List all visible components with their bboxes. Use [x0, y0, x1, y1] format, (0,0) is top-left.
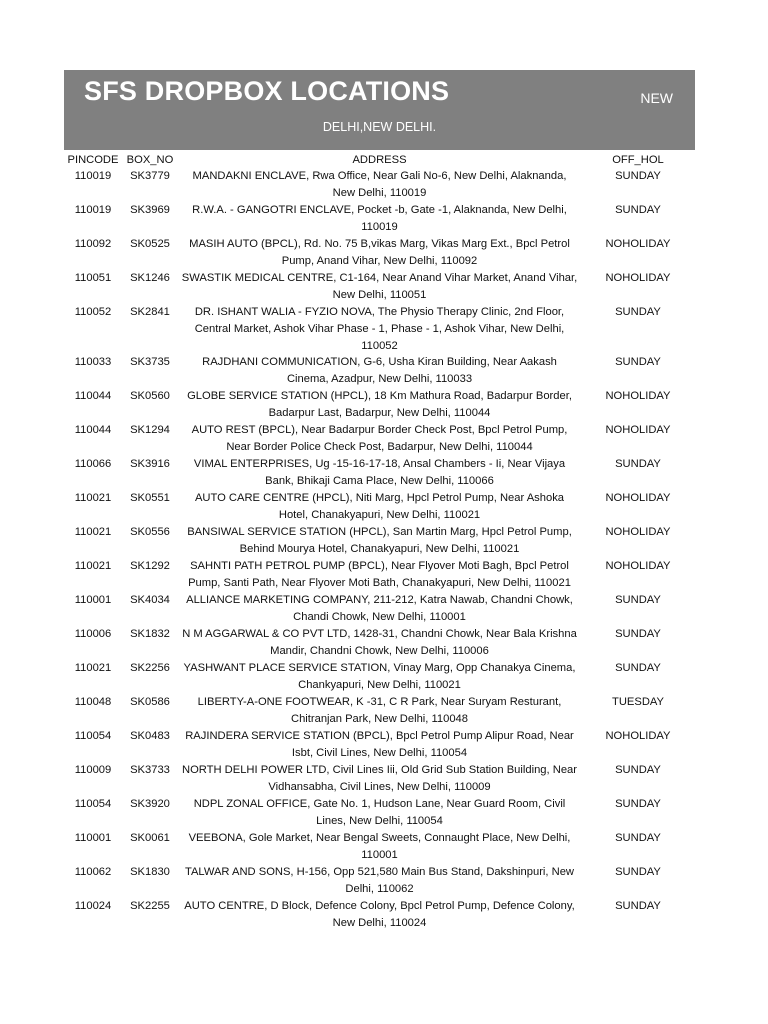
table-row: [64, 558, 695, 592]
cell-address: AUTO CENTRE, D Block, Defence Colony, Bpcl Petrol Pump, Defence Colony, New Delhi, 110024: [184, 900, 575, 929]
cell-box-no: SK0525: [130, 238, 170, 250]
cell-off-hol: SUNDAY: [615, 628, 661, 640]
cell-off-hol: NOHOLIDAY: [605, 390, 671, 402]
table-row: [64, 202, 695, 236]
cell-address: RAJDHANI COMMUNICATION, G-6, Usha Kiran Building, Near Aakash Cinema, Azadpur, New Delhi, 110033: [202, 356, 557, 385]
locations-table: [64, 152, 695, 932]
table-row: [64, 898, 695, 932]
table-row: [64, 456, 695, 490]
col-header-off-hol: OFF_HOL: [612, 154, 664, 166]
cell-pincode: 110019: [74, 170, 112, 182]
cell-address: SAHNTI PATH PETROL PUMP (BPCL), Near Flyover Moti Bagh, Bpcl Petrol Pump, Santi Path, Near Flyover Moti Bath, Chanakyapuri, New Delhi, 110021: [188, 560, 571, 589]
cell-address: SWASTIK MEDICAL CENTRE, C1-164, Near Anand Vihar Market, Anand Vihar, New Delhi, 110051: [181, 272, 578, 301]
table-row: [64, 168, 695, 202]
cell-address: NORTH DELHI POWER LTD, Civil Lines Iii, Old Grid Sub Station Building, Near Vidhansabha, Civil Lines, New Delhi, 110009: [181, 764, 577, 793]
cell-pincode: 110001: [74, 594, 112, 606]
cell-box-no: SK0586: [130, 696, 170, 708]
cell-address: MASIH AUTO (BPCL), Rd. No. 75 B,vikas Marg, Vikas Marg Ext., Bpcl Petrol Pump, Anand Vihar, New Delhi, 110092: [189, 238, 570, 267]
cell-address: AUTO CARE CENTRE (HPCL), Niti Marg, Hpcl Petrol Pump, Near Ashoka Hotel, Chanakyapuri, New Delhi, 110021: [194, 492, 565, 521]
cell-address: N M AGGARWAL & CO PVT LTD, 1428-31, Chandni Chowk, Near Bala Krishna Mandir, Chandni Chowk, New Delhi, 110006: [182, 628, 577, 657]
cell-off-hol: SUNDAY: [615, 900, 661, 912]
cell-box-no: SK1830: [130, 866, 170, 878]
cell-off-hol: NOHOLIDAY: [605, 424, 671, 436]
table-row: [64, 864, 695, 898]
cell-off-hol: SUNDAY: [615, 798, 661, 810]
cell-box-no: SK0551: [130, 492, 170, 504]
cell-pincode: 110054: [74, 730, 112, 742]
cell-pincode: 110048: [74, 696, 112, 708]
cell-address: VIMAL ENTERPRISES, Ug -15-16-17-18, Ansal Chambers - Ii, Near Vijaya Bank, Bhikaji Cama Place, New Delhi, 110066: [193, 458, 566, 487]
cell-off-hol: NOHOLIDAY: [605, 238, 671, 250]
cell-box-no: SK3735: [130, 356, 170, 368]
cell-pincode: 110024: [74, 900, 112, 912]
cell-pincode: 110051: [74, 272, 112, 284]
cell-pincode: 110009: [74, 764, 112, 776]
cell-pincode: 110054: [74, 798, 112, 810]
cell-pincode: 110021: [74, 662, 112, 674]
cell-address: GLOBE SERVICE STATION (HPCL), 18 Km Mathura Road, Badarpur Border, Badarpur Last, Badarpur, New Delhi, 110044: [187, 390, 572, 419]
cell-pincode: 110021: [74, 526, 112, 538]
cell-address: MANDAKNI ENCLAVE, Rwa Office, Near Gali No-6, New Delhi, Alaknanda, New Delhi, 110019: [192, 170, 567, 199]
cell-pincode: 110062: [74, 866, 112, 878]
table-row: [64, 490, 695, 524]
table-row: [64, 694, 695, 728]
cell-address: BANSIWAL SERVICE STATION (HPCL), San Martin Marg, Hpcl Petrol Pump, Behind Mourya Hotel, Chanakyapuri, New Delhi, 110021: [187, 526, 572, 555]
header-right-label: NEW: [640, 90, 673, 106]
cell-off-hol: NOHOLIDAY: [605, 492, 671, 504]
cell-address: LIBERTY-A-ONE FOOTWEAR, K -31, C R Park, Near Suryam Resturant, Chitranjan Park, New Delhi, 110048: [197, 696, 562, 725]
cell-pincode: 110066: [74, 458, 112, 470]
cell-address: DR. ISHANT WALIA - FYZIO NOVA, The Physio Therapy Clinic, 2nd Floor, Central Market, Ashok Vihar Phase - 1, Phase - 1, Ashok Vihar, New Delhi, 110052: [194, 306, 565, 352]
cell-box-no: SK1246: [130, 272, 170, 284]
table-row: [64, 270, 695, 304]
cell-box-no: SK0560: [130, 390, 170, 402]
cell-box-no: SK3779: [130, 170, 170, 182]
table-row: [64, 830, 695, 864]
cell-box-no: SK0483: [130, 730, 170, 742]
table-header: [64, 152, 695, 168]
table-row: [64, 762, 695, 796]
table-row: [64, 354, 695, 388]
cell-box-no: SK0061: [130, 832, 170, 844]
cell-pincode: 110044: [74, 390, 112, 402]
cell-address: R.W.A. - GANGOTRI ENCLAVE, Pocket -b, Gate -1, Alaknanda, New Delhi, 110019: [192, 204, 567, 233]
cell-off-hol: SUNDAY: [615, 662, 661, 674]
cell-address: NDPL ZONAL OFFICE, Gate No. 1, Hudson Lane, Near Guard Room, Civil Lines, New Delhi, 110054: [193, 798, 566, 827]
table-row: [64, 304, 695, 354]
table-row: [64, 388, 695, 422]
cell-pincode: 110019: [74, 204, 112, 216]
cell-off-hol: NOHOLIDAY: [605, 730, 671, 742]
cell-address: RAJINDERA SERVICE STATION (BPCL), Bpcl Petrol Pump Alipur Road, Near Isbt, Civil Lines, New Delhi, 110054: [185, 730, 574, 759]
cell-box-no: SK3920: [130, 798, 170, 810]
city-label: DELHI,NEW DELHI.: [322, 120, 437, 134]
cell-pincode: 110033: [74, 356, 112, 368]
table-row: [64, 626, 695, 660]
cell-pincode: 110006: [74, 628, 112, 640]
cell-off-hol: SUNDAY: [615, 204, 661, 216]
cell-box-no: SK3733: [130, 764, 170, 776]
col-header-address: ADDRESS: [352, 154, 407, 166]
col-header-box-no: BOX_NO: [126, 154, 174, 166]
table-row: [64, 236, 695, 270]
cell-box-no: SK1292: [130, 560, 170, 572]
cell-pincode: 110001: [74, 832, 112, 844]
cell-pincode: 110021: [74, 492, 112, 504]
table-row: [64, 728, 695, 762]
header-banner: [64, 70, 695, 150]
cell-off-hol: NOHOLIDAY: [605, 560, 671, 572]
cell-off-hol: SUNDAY: [615, 356, 661, 368]
cell-off-hol: SUNDAY: [615, 306, 661, 318]
table-body: [64, 168, 695, 932]
cell-box-no: SK2841: [130, 306, 170, 318]
cell-box-no: SK1832: [130, 628, 170, 640]
cell-address: TALWAR AND SONS, H-156, Opp 521,580 Main Bus Stand, Dakshinpuri, New Delhi, 110062: [184, 866, 575, 895]
cell-off-hol: SUNDAY: [615, 764, 661, 776]
cell-box-no: SK3969: [130, 204, 170, 216]
page-title: SFS DROPBOX LOCATIONS: [84, 76, 450, 106]
cell-pincode: 110052: [74, 306, 112, 318]
cell-off-hol: SUNDAY: [615, 170, 661, 182]
cell-pincode: 110044: [74, 424, 112, 436]
cell-pincode: 110021: [74, 560, 112, 572]
cell-box-no: SK2256: [130, 662, 170, 674]
cell-address: YASHWANT PLACE SERVICE STATION, Vinay Marg, Opp Chanakya Cinema, Chankyapuri, New Delhi, 110021: [183, 662, 576, 691]
cell-box-no: SK3916: [130, 458, 170, 470]
cell-off-hol: NOHOLIDAY: [605, 526, 671, 538]
table-row: [64, 524, 695, 558]
col-header-pincode: PINCODE: [67, 154, 119, 166]
table-row: [64, 422, 695, 456]
cell-address: VEEBONA, Gole Market, Near Bengal Sweets, Connaught Place, New Delhi, 110001: [188, 832, 571, 861]
cell-off-hol: SUNDAY: [615, 458, 661, 470]
table-row: [64, 660, 695, 694]
cell-box-no: SK2255: [130, 900, 170, 912]
cell-off-hol: SUNDAY: [615, 866, 661, 878]
table-row: [64, 592, 695, 626]
cell-address: AUTO REST (BPCL), Near Badarpur Border Check Post, Bpcl Petrol Pump, Near Border Police Check Post, Badarpur, New Delhi, 110044: [191, 424, 568, 453]
cell-box-no: SK0556: [130, 526, 170, 538]
cell-off-hol: SUNDAY: [615, 832, 661, 844]
cell-address: ALLIANCE MARKETING COMPANY, 211-212, Katra Nawab, Chandni Chowk, Chandi Chowk, New Delhi, 110001: [186, 594, 573, 623]
cell-off-hol: SUNDAY: [615, 594, 661, 606]
cell-pincode: 110092: [74, 238, 112, 250]
table-row: [64, 796, 695, 830]
cell-box-no: SK4034: [130, 594, 170, 606]
cell-off-hol: NOHOLIDAY: [605, 272, 671, 284]
cell-box-no: SK1294: [130, 424, 170, 436]
cell-off-hol: TUESDAY: [611, 696, 664, 708]
